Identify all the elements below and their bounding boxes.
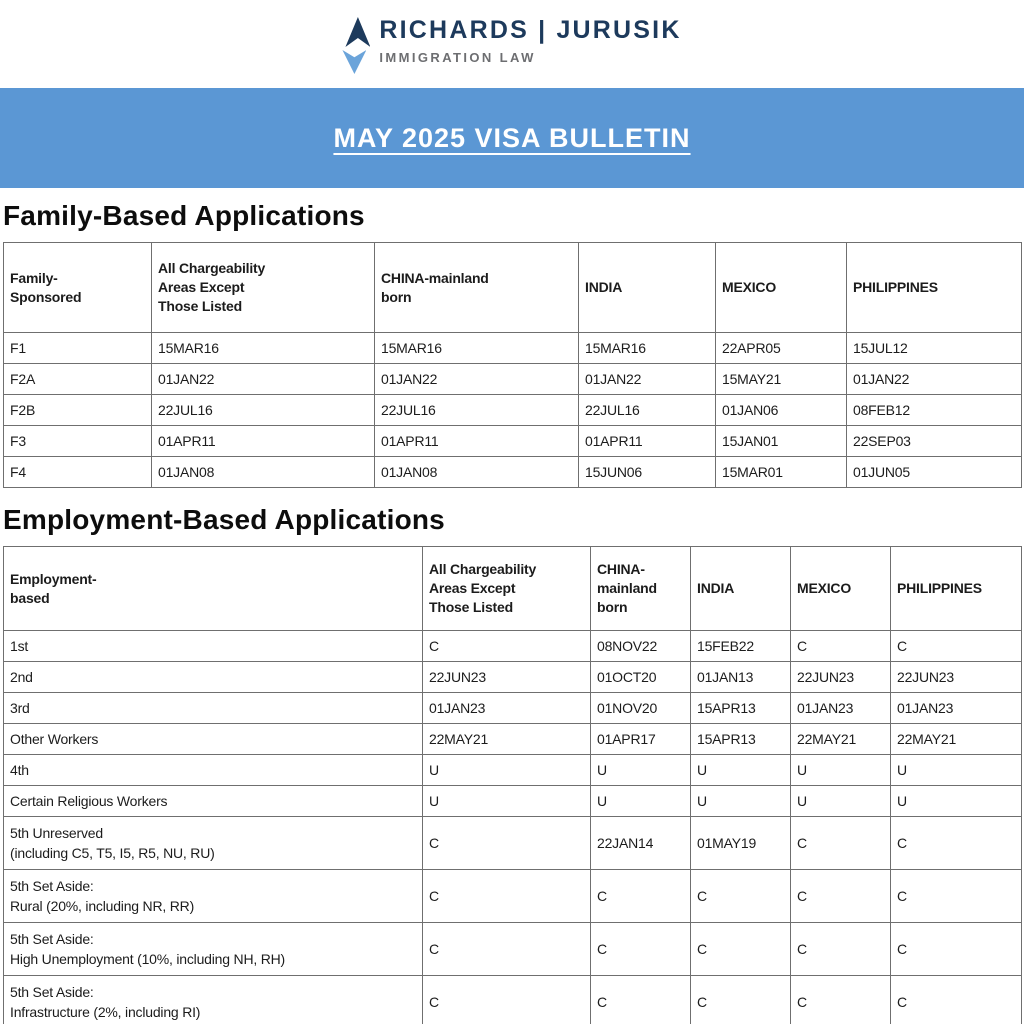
column-header: CHINA-mainland born — [375, 243, 579, 333]
row-value: C — [791, 631, 891, 662]
banner-title-link[interactable]: MAY 2025 VISA BULLETIN — [333, 122, 691, 153]
row-category: 3rd — [4, 693, 423, 724]
row-value: 01JAN23 — [791, 693, 891, 724]
row-value: C — [791, 817, 891, 870]
row-value: C — [691, 976, 791, 1024]
row-value: C — [423, 923, 591, 976]
row-value: U — [691, 786, 791, 817]
row-category: 4th — [4, 755, 423, 786]
row-value: 01JAN23 — [423, 693, 591, 724]
column-header: INDIA — [579, 243, 716, 333]
up-arrow-icon — [345, 17, 370, 47]
row-value: C — [591, 976, 691, 1024]
row-value: U — [691, 755, 791, 786]
row-value: 22MAY21 — [891, 724, 1022, 755]
row-value: C — [791, 870, 891, 923]
table-row — [4, 662, 1022, 693]
row-value: 15MAR16 — [579, 333, 716, 364]
row-category: 1st — [4, 631, 423, 662]
row-value: 22JUL16 — [579, 395, 716, 426]
row-value: 22JAN14 — [591, 817, 691, 870]
table-row — [4, 870, 1022, 923]
row-value: 15MAY21 — [716, 364, 847, 395]
row-value: U — [791, 755, 891, 786]
row-value: C — [423, 631, 591, 662]
row-value: 15JUN06 — [579, 457, 716, 488]
row-value: C — [891, 817, 1022, 870]
row-value: C — [423, 976, 591, 1024]
row-value: 15APR13 — [691, 724, 791, 755]
row-value: 01APR11 — [152, 426, 375, 457]
row-value: 01JUN05 — [847, 457, 1022, 488]
row-value: 01MAY19 — [691, 817, 791, 870]
row-category: 5th Set Aside: Rural (20%, including NR, RR) — [4, 870, 423, 923]
row-category: 2nd — [4, 662, 423, 693]
row-value: 01APR11 — [375, 426, 579, 457]
row-value: C — [891, 631, 1022, 662]
row-value: 15JUL12 — [847, 333, 1022, 364]
row-value: U — [891, 786, 1022, 817]
row-value: 08NOV22 — [591, 631, 691, 662]
column-header: MEXICO — [716, 243, 847, 333]
column-header: All Chargeability Areas Except Those Listed — [152, 243, 375, 333]
row-value: C — [891, 923, 1022, 976]
row-value: 01JAN22 — [847, 364, 1022, 395]
table-row — [4, 364, 1022, 395]
row-value: U — [891, 755, 1022, 786]
row-value: 08FEB12 — [847, 395, 1022, 426]
row-value: C — [791, 923, 891, 976]
row-value: U — [423, 786, 591, 817]
row-value: 01JAN13 — [691, 662, 791, 693]
row-category: 5th Set Aside: High Unemployment (10%, including NH, RH) — [4, 923, 423, 976]
title-banner — [0, 88, 1024, 188]
row-value: 22JUN23 — [423, 662, 591, 693]
row-value: C — [791, 976, 891, 1024]
row-value: 22JUN23 — [791, 662, 891, 693]
table-row — [4, 724, 1022, 755]
table-row — [4, 755, 1022, 786]
company-logo — [342, 14, 681, 74]
table-row — [4, 457, 1022, 488]
row-value: 01JAN22 — [579, 364, 716, 395]
table-row — [4, 631, 1022, 662]
table-row — [4, 923, 1022, 976]
row-category: 5th Set Aside: Infrastructure (2%, including RI) — [4, 976, 423, 1024]
row-value: 01JAN08 — [375, 457, 579, 488]
employment-section-heading: Employment-Based Applications — [3, 504, 445, 535]
row-value: C — [691, 870, 791, 923]
row-value: 22JUL16 — [375, 395, 579, 426]
row-value: 15MAR01 — [716, 457, 847, 488]
row-value: 15FEB22 — [691, 631, 791, 662]
header-row — [4, 243, 1022, 333]
row-value: 22APR05 — [716, 333, 847, 364]
column-header: PHILIPPINES — [891, 547, 1022, 631]
row-value: 01APR17 — [591, 724, 691, 755]
column-header: INDIA — [691, 547, 791, 631]
row-value: 22JUL16 — [152, 395, 375, 426]
row-value: 01OCT20 — [591, 662, 691, 693]
header-row — [4, 547, 1022, 631]
row-value: U — [791, 786, 891, 817]
row-value: 22MAY21 — [423, 724, 591, 755]
row-value: 01NOV20 — [591, 693, 691, 724]
column-header: All Chargeability Areas Except Those Listed — [423, 547, 591, 631]
row-value: 15APR13 — [691, 693, 791, 724]
row-value: 22JUN23 — [891, 662, 1022, 693]
row-value: 01APR11 — [579, 426, 716, 457]
table-row — [4, 817, 1022, 870]
family-section-heading: Family-Based Applications — [3, 200, 365, 231]
row-value: 22SEP03 — [847, 426, 1022, 457]
table-row — [4, 786, 1022, 817]
row-value: U — [591, 755, 691, 786]
row-category: F4 — [4, 457, 152, 488]
family-based-table — [3, 242, 1022, 488]
row-value: 01JAN22 — [375, 364, 579, 395]
row-value: 01JAN22 — [152, 364, 375, 395]
logo-arrows-icon — [342, 14, 370, 74]
row-value: C — [891, 976, 1022, 1024]
column-header: PHILIPPINES — [847, 243, 1022, 333]
row-value: C — [691, 923, 791, 976]
table-row — [4, 333, 1022, 364]
company-tagline: IMMIGRATION LAW — [379, 50, 536, 65]
row-value: C — [591, 870, 691, 923]
row-category: F2B — [4, 395, 152, 426]
page-header — [0, 0, 1024, 88]
row-value: U — [423, 755, 591, 786]
table-row — [4, 976, 1022, 1024]
table-row — [4, 693, 1022, 724]
table-row — [4, 395, 1022, 426]
row-value: 01JAN23 — [891, 693, 1022, 724]
table-row — [4, 426, 1022, 457]
row-value: 01JAN06 — [716, 395, 847, 426]
row-value: 01JAN08 — [152, 457, 375, 488]
row-category: Certain Religious Workers — [4, 786, 423, 817]
row-category: F3 — [4, 426, 152, 457]
row-category: Other Workers — [4, 724, 423, 755]
down-arrow-icon — [342, 50, 366, 74]
row-value: C — [423, 870, 591, 923]
row-value: C — [423, 817, 591, 870]
column-header: MEXICO — [791, 547, 891, 631]
row-value: U — [591, 786, 691, 817]
column-header: Family- Sponsored — [4, 243, 152, 333]
row-value: 15MAR16 — [152, 333, 375, 364]
row-value: C — [891, 870, 1022, 923]
employment-based-table — [3, 546, 1022, 1024]
row-value: 15MAR16 — [375, 333, 579, 364]
row-category: 5th Unreserved (including C5, T5, I5, R5, NU, RU) — [4, 817, 423, 870]
row-value: 15JAN01 — [716, 426, 847, 457]
column-header: Employment- based — [4, 547, 423, 631]
row-category: F2A — [4, 364, 152, 395]
logo-text — [379, 14, 681, 65]
column-header: CHINA- mainland born — [591, 547, 691, 631]
row-value: C — [591, 923, 691, 976]
row-category: F1 — [4, 333, 152, 364]
company-name: RICHARDS | JURUSIK — [379, 16, 682, 44]
row-value: 22MAY21 — [791, 724, 891, 755]
